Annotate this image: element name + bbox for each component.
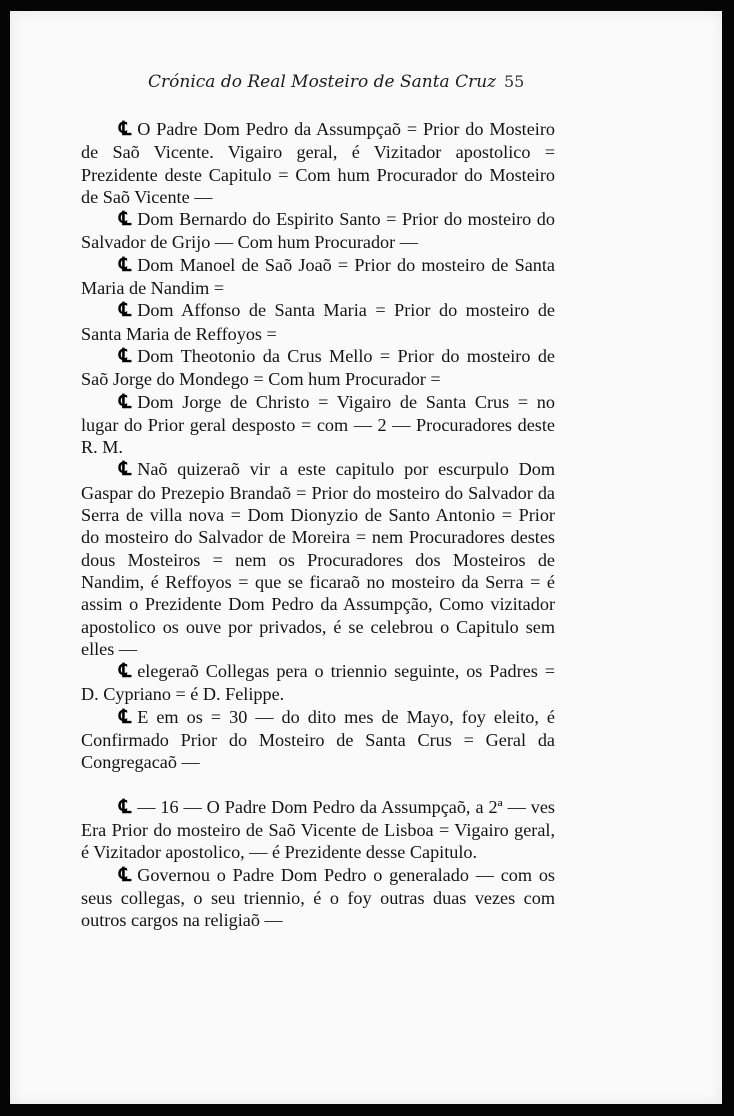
paragraph-text: Dom Bernardo do Espirito Santo = Prior do mosteiro do Salvador de Grijo — Com hum Procurador — <box>81 209 555 253</box>
paragraph-mark-icon: ℄ <box>119 391 132 413</box>
body-text <box>81 118 555 931</box>
paragraph-text: Governou o Padre Dom Pedro o generalado — com os seus collegas, o seu triennio, é o foy outras duas vezes com outros cargos na religiaõ — <box>81 864 555 931</box>
paragraph-mark-icon: ℄ <box>119 706 132 728</box>
paragraph <box>81 458 555 660</box>
paragraph-mark-icon: ℄ <box>119 254 132 276</box>
paragraph-text: Naõ quizeraõ vir a este capitulo por escurpulo Dom Gaspar do Prezepio Brandaõ = Prior do mosteiro do Salvador da Serra de villa nova = Dom Dionyzio de Santo Antonio = Prior do mosteiro do Salvador de Moreira = nem Procuradores destes dous Mosteiros = nem os Procuradores dos Mosteiros de Nandim, é Reffoyos = que se ficaraõ no mosteiro da Serra = é assim o Prezidente Dom Pedro da Assumpção, Como vizitador apostolico os ouve por privados, é se celebrou o Capitulo sem elles — <box>81 459 555 659</box>
paragraph <box>81 254 555 300</box>
page-number: 55 <box>504 72 525 91</box>
paragraph-mark-icon: ℄ <box>119 209 132 231</box>
paragraph <box>81 345 555 391</box>
paragraph-text: E em os = 30 — do dito mes de Mayo, foy eleito, é Confirmado Prior do Mosteiro de Santa Crus = Geral da Congregacaõ — <box>81 706 555 773</box>
paragraph <box>81 660 555 706</box>
paragraph-mark-icon: ℄ <box>119 796 132 818</box>
paragraph-text: Dom Affonso de Santa Maria = Prior do mosteiro de Santa Maria de Reffoyos = <box>81 300 555 344</box>
paragraph-mark-icon: ℄ <box>119 345 132 367</box>
paragraph-text: elegeraõ Collegas pera o triennio seguinte, os Padres = D. Cypriano = é D. Felippe. <box>81 661 555 705</box>
paragraph-text: Dom Theotonio da Crus Mello = Prior do mosteiro de Saõ Jorge do Mondego = Com hum Procurador = <box>81 345 555 390</box>
paragraph <box>81 208 555 254</box>
paragraph <box>81 118 555 208</box>
paragraph <box>81 706 555 774</box>
paragraph-mark-icon: ℄ <box>119 661 132 683</box>
paragraph-mark-icon: ℄ <box>119 864 132 886</box>
paragraph <box>81 796 555 864</box>
paragraph <box>81 299 555 345</box>
paragraph-text: Dom Jorge de Christo = Vigairo de Santa Crus = no lugar do Prior geral desposto = com — 2 — Procuradores deste R. M. <box>81 391 555 458</box>
paragraph-mark-icon: ℄ <box>119 119 132 140</box>
running-title: Crónica do Real Mosteiro de Santa Cruz <box>148 72 497 92</box>
paragraph <box>81 864 555 932</box>
paragraph-mark-icon: ℄ <box>119 300 132 322</box>
paragraph-text: Dom Manoel de Saõ Joaõ = Prior do mosteiro de Santa Maria de Nandim = <box>81 254 555 299</box>
paragraph-text: — 16 — O Padre Dom Pedro da Assumpçaõ, a 2ª — ves Era Prior do mosteiro de Saõ Vicente de Lisboa = Vigairo geral, é Vizitador apostolico, — é Prezidente desse Capitulo. <box>81 796 555 863</box>
paragraph-mark-icon: ℄ <box>119 459 132 481</box>
paragraph <box>81 391 555 459</box>
paragraph-text: O Padre Dom Pedro da Assumpçaõ = Prior do Mosteiro de Saõ Vicente. Vigairo geral, é Vizitador apostolico = Prezidente deste Capitulo = Com hum Procurador do Mosteiro de Saõ Vicente — <box>81 119 555 207</box>
